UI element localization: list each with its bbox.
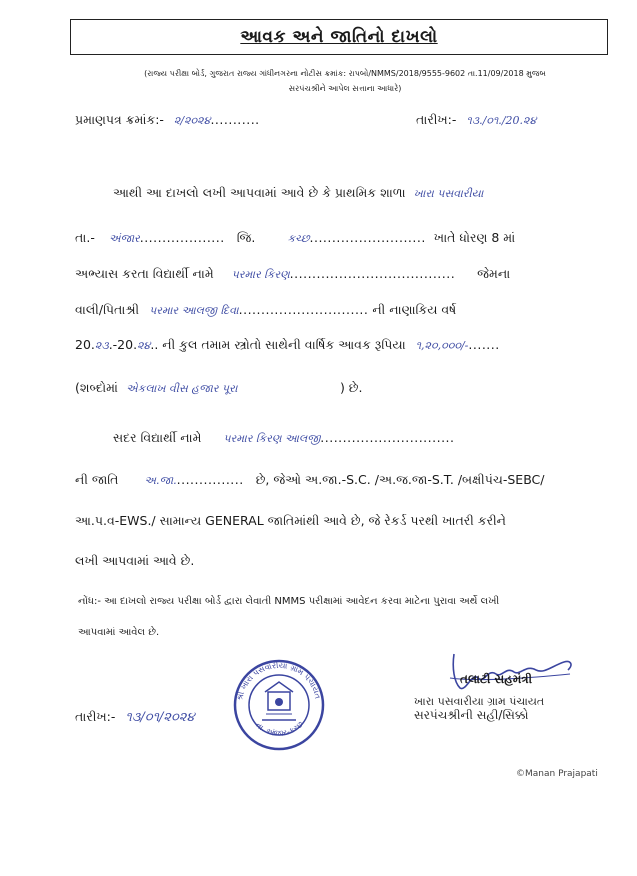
sign-date-label: તારીખ:- xyxy=(75,709,116,724)
words-end: ) છે. xyxy=(339,380,363,395)
fin-year-text: ની નાણાકિય વર્ષ xyxy=(372,302,457,317)
district-dots: .......................... xyxy=(309,230,426,245)
date-value: ૧૩./૦૧. xyxy=(466,114,502,127)
parent-label: વાલી/પિતાશ્રી xyxy=(75,302,140,317)
note-line-1: નોંધ:- આ દાખલો રાજ્ય પરીક્ષા બોર્ડ દ્વારા લેવાતી NMMS પરીક્ષામાં આવેદન કરવા માટેના પુરાવા અર્થે લખી xyxy=(78,596,500,607)
year-from-value: ૨૩ xyxy=(94,339,109,352)
para-line-5 xyxy=(75,337,500,353)
note-line-2: આપવામાં આવેલ છે. xyxy=(78,627,160,638)
year-mid: .-20. xyxy=(108,337,138,352)
caste-label: ની જાતિ xyxy=(75,472,119,487)
cert-number-dots: ........... xyxy=(210,112,260,127)
caste-categories-text: છે, જેઓ અ.જા.-S.C. /અ.જ.જા-S.T. /બક્ષીપંચ-SEBC/ xyxy=(255,472,545,487)
talati-title: તલાટી સહમંત્રી xyxy=(460,672,533,686)
para-line-1 xyxy=(113,185,483,201)
parent-name-value: પરમાર આલજી દિવા xyxy=(149,304,239,317)
student-label: અભ્યાસ કરતા વિદ્યાર્થી નામે xyxy=(75,266,214,281)
standard-text: ખાતે ધોરણ 8 માં xyxy=(433,230,516,245)
para-line-2 xyxy=(75,230,515,246)
closing-text: લખી આપવામાં આવે છે. xyxy=(75,553,195,568)
year-to-value: ૨૪ xyxy=(137,339,151,352)
income-dots: ....... xyxy=(468,337,500,352)
ews-text: આ.પ.વ-EWS./ સામાન્ય GENERAL જાતિમાંથી આવે છે, જે રેકર્ડ પરથી ખાતરી કરીને xyxy=(75,513,506,528)
sign-date-value: ૧૩/૦૧/૨૦૨૪ xyxy=(125,710,195,725)
authority-note xyxy=(80,66,610,96)
seal-graphic xyxy=(232,658,326,752)
sign-date-row xyxy=(75,709,195,725)
seal-bottom-text: તા. અંજાર-કચ્છ xyxy=(254,719,306,738)
income-value: ૧,૨૦,૦૦૦/- xyxy=(415,339,469,352)
caste-value: અ.જા. xyxy=(144,474,177,487)
para-line-3 xyxy=(75,266,510,282)
school-name-value: ખારા પસવારીયા xyxy=(413,187,484,200)
sadar-dots: .............................. xyxy=(320,430,455,445)
caste-dots: ............... xyxy=(176,472,244,487)
taluka-dots: ................... xyxy=(139,230,225,245)
jemna-text: જેમના xyxy=(477,266,511,281)
certificate-title: આવક અને જાતિનો દાખલો xyxy=(240,27,438,47)
student-name-value: પરમાર કિરણ xyxy=(231,268,290,281)
cert-number-row xyxy=(75,112,260,128)
year-prefix: 20. xyxy=(75,337,95,352)
para-line-10 xyxy=(75,553,194,569)
para-line-9 xyxy=(75,513,506,529)
authority-note-line2: સરપંચશ્રીને આપેલ સત્તાના આધારે) xyxy=(288,84,402,93)
taluka-value: અંજાર xyxy=(108,232,140,245)
para-line-4 xyxy=(75,302,456,318)
sarpanch-signature-label: સરપંચશ્રીની સહી/સિક્કો xyxy=(414,708,529,722)
para-line-7 xyxy=(113,430,454,446)
words-label: (શબ્દોમાં xyxy=(75,380,118,395)
para-line-6 xyxy=(75,380,362,396)
copyright-text: ©Manan Prajapati xyxy=(516,769,598,779)
para1-text: આથી આ દાખલો લખી આપવામાં આવે છે કે પ્રાથમિક શાળા xyxy=(113,185,406,200)
cert-number-value: ૨/૨૦૨૪ xyxy=(173,114,211,127)
para-line-8 xyxy=(75,472,545,488)
panchayat-seal xyxy=(232,658,326,752)
income-words-value: એકલાખ વીસ હજાર પૂરા xyxy=(125,382,238,395)
date-year: /20.૨૪ xyxy=(501,114,537,127)
panchayat-name: ખારા પસવારીયા ગ્રામ પંચાયત xyxy=(414,695,545,708)
parent-dots: ............................. xyxy=(238,302,369,317)
district-value: કચ્છ xyxy=(287,232,310,245)
date-row xyxy=(416,112,536,128)
income-text: .. ની કુલ તમામ સ્ત્રોતો સાથેની વાર્ષિક આવક રૂપિયા xyxy=(150,337,406,352)
title-box xyxy=(70,19,608,55)
sadar-label: સદર વિદ્યાર્થી નામે xyxy=(113,430,202,445)
taluka-label: તા.- xyxy=(75,230,95,245)
cert-number-label: પ્રમાણપત્ર ક્રમાંક:- xyxy=(75,112,164,127)
student-dots: ..................................... xyxy=(289,266,456,281)
sadar-name-value: પરમાર કિરણ આલજી xyxy=(223,432,321,445)
seal-top-text: શ્રી ખારા પસવારીયા ગ્રામ પંચાયત xyxy=(235,660,323,702)
authority-note-line1: (રાજ્ય પરીક્ષા બોર્ડ, ગુજરાત રાજ્ય ગાંધીનગરના નોટીસ ક્રમાંક: રાપબો/NMMS/2018/9555-9602 તા.11/09/2018 મુજબ xyxy=(144,69,546,78)
date-label: તારીખ:- xyxy=(416,112,457,127)
district-label: જિ. xyxy=(236,230,256,245)
